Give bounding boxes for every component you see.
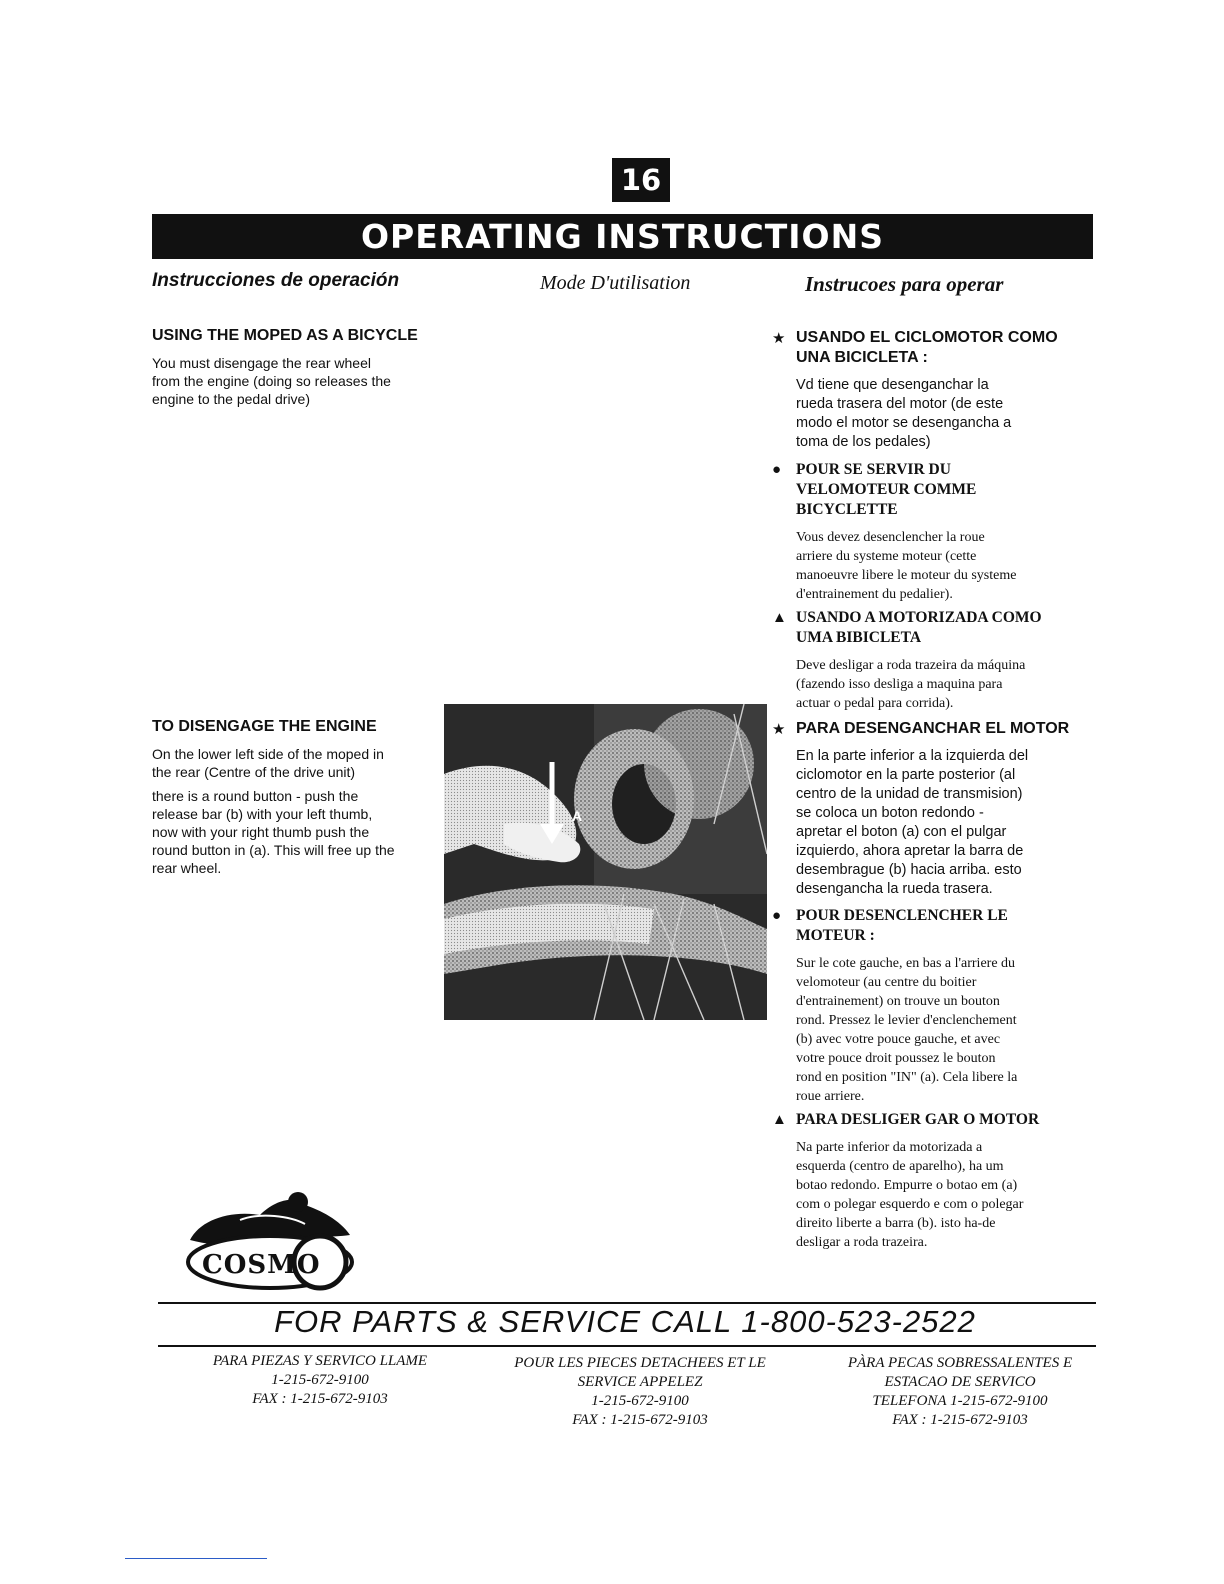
entry-pt-disengage [772,1110,1092,1252]
body-line: round button in (a). This will free up the [152,842,395,858]
section-body [152,354,442,408]
page-edge-line [125,1558,267,1559]
service-phone-line: FOR PARTS & SERVICE CALL 1-800-523-2522 [274,1304,976,1339]
body-line: engine to the pedal drive) [152,391,310,407]
entry-body [796,376,1092,452]
body-line: actuar o pedal para corrida). [796,696,954,711]
service-spanish [170,1352,470,1409]
footer-line: 1-215-672-9100 [591,1393,689,1409]
body-line: roue arriere. [796,1089,865,1104]
entry-heading [796,608,1092,648]
section-body [152,787,444,877]
service-french [488,1354,792,1430]
body-line: desligar a roda trazeira. [796,1235,928,1250]
footer-line: FAX : 1-215-672-9103 [252,1391,388,1407]
body-line: arriere du systeme moteur (cette [796,549,977,564]
footer-line: FAX : 1-215-672-9103 [892,1412,1028,1428]
body-line: izquierdo, ahora apretar la barra de [796,843,1024,859]
body-line: there is a round button - push the [152,788,359,804]
entry-pt-bicycle [772,608,1092,713]
body-line: velomoteur (au centre du boitier [796,975,977,990]
heading-line: PARA DESLIGER GAR O MOTOR [796,1111,1040,1128]
body-line: Na parte inferior da motorizada a [796,1140,983,1155]
body-line: desengancha la rueda trasera. [796,881,993,897]
engine-release-photo [444,704,767,1020]
body-line: rueda trasera del motor (de este [796,396,1004,412]
footer-line: SERVICE APPELEZ [577,1374,703,1390]
body-line: rear wheel. [152,860,222,876]
body-line: You must disengage the rear wheel [152,355,371,371]
body-line: now with your right thumb push the [152,824,370,840]
triangle-icon: ▲ [772,1111,787,1128]
divider [158,1345,1096,1347]
body-line: d'entrainement du pedalier). [796,587,953,602]
section-heading: TO DISENGAGE THE ENGINE [152,718,377,735]
body-line: En la parte inferior a la izquierda del [796,748,1029,764]
english-section-bicycle [152,326,442,408]
body-line: votre pouce droit poussez le bouton [796,1051,996,1066]
entry-body [796,656,1092,713]
bullet-icon: ● [772,907,782,924]
body-line: from the engine (doing so releases the [152,373,391,389]
subtitle-spanish: Instrucciones de operación [152,270,400,291]
heading-line: UNA BICICLETA : [796,349,928,366]
body-line: toma de los pedales) [796,434,931,450]
triangle-icon: ▲ [772,609,787,626]
bullet-icon: ● [772,461,782,478]
body-line: the rear (Centre of the drive unit) [152,764,356,780]
heading-line: USANDO A MOTORIZADA COMO [796,609,1042,626]
entry-es-disengage [772,719,1092,899]
heading-line: POUR DESENCLENCHER LE [796,907,1008,924]
footer-line: POUR LES PIECES DETACHEES ET LE [514,1355,766,1371]
body-line: direito liberte a barra (b). isto ha-de [796,1216,996,1231]
body-line: manoeuvre libere le moteur du systeme [796,568,1017,583]
body-line: rond en position "IN" (a). Cela libere la [796,1070,1018,1085]
heading-line: UMA BIBICLETA [796,629,922,646]
heading-line: POUR SE SERVIR DU [796,461,951,478]
body-line: esquerda (centro de aparelho), ha um [796,1159,1004,1174]
body-line: desembrague (b) hacia arriba. esto [796,862,1022,878]
body-line: d'entrainement) on trouve un bouton [796,994,1000,1009]
entry-body [796,747,1092,899]
star-icon: ★ [772,721,786,738]
body-line: botao redondo. Empurre o botao em (a) [796,1178,1018,1193]
entry-heading [796,1110,1092,1130]
heading-line: BICYCLETTE [796,501,898,518]
entry-heading [796,719,1092,739]
body-line: com o polegar esquerdo e com o polegar [796,1197,1024,1212]
footer-line: PARA PIEZAS Y SERVICO LLAME [212,1353,428,1369]
footer-line: 1-215-672-9100 [271,1372,369,1388]
footer-line: TELEFONA 1-215-672-9100 [872,1393,1048,1409]
body-line: On the lower left side of the moped in [152,746,384,762]
cosmo-logo [180,1190,360,1295]
photo-label-a: A [572,808,583,824]
entry-fr-bicycle [772,460,1092,604]
body-line: release bar (b) with your left thumb, [152,806,373,822]
body-line: modo el motor se desengancha a [796,415,1012,431]
entry-heading [796,906,1092,946]
body-line: centro de la unidad de transmision) [796,786,1023,802]
body-line: rond. Pressez le levier d'enclenchement [796,1013,1017,1028]
body-line: Vous devez desenclencher la roue [796,530,985,545]
heading-line: PARA DESENGANCHAR EL MOTOR [796,720,1070,737]
entry-body [796,528,1092,604]
entry-heading [796,328,1092,368]
body-line: se coloca un boton redondo - [796,805,984,821]
photo-illustration [444,704,767,1020]
body-line: Deve desligar a roda trazeira da máquina [796,658,1026,673]
star-icon: ★ [772,330,786,347]
entry-body [796,954,1092,1106]
section-heading: USING THE MOPED AS A BICYCLE [152,327,418,344]
entry-fr-disengage [772,906,1092,1106]
heading-line: USANDO EL CICLOMOTOR COMO [796,329,1058,346]
footer-line: ESTACAO DE SERVICO [884,1374,1036,1390]
body-line: apretar el boton (a) con el pulgar [796,824,1007,840]
section-body [152,745,444,781]
heading-line: MOTEUR : [796,927,875,944]
body-line: ciclomotor en la parte posterior (al [796,767,1016,783]
entry-es-bicycle [772,328,1092,452]
body-line: Vd tiene que desenganchar la [796,377,989,393]
subtitle-portuguese: Instrucoes para operar [805,272,1004,296]
entry-heading [796,460,1092,520]
footer-line: PÀRA PECAS SOBRESSALENTES E [847,1355,1073,1371]
english-section-disengage [152,717,444,877]
footer-line: FAX : 1-215-672-9103 [572,1412,708,1428]
body-line: Sur le cote gauche, en bas a l'arriere du [796,956,1016,971]
page-number: 16 [612,158,670,202]
page-title: OPERATING INSTRUCTIONS [152,214,1093,259]
body-line: (b) avec votre pouce gauche, et avec [796,1032,1001,1047]
body-line: (fazendo isso desliga a maquina para [796,677,1003,692]
subtitle-french: Mode D'utilisation [540,272,691,294]
heading-line: VELOMOTEUR COMME [796,481,977,498]
logo-text: COSMO [202,1250,321,1280]
service-portuguese [806,1354,1114,1430]
entry-body [796,1138,1092,1252]
